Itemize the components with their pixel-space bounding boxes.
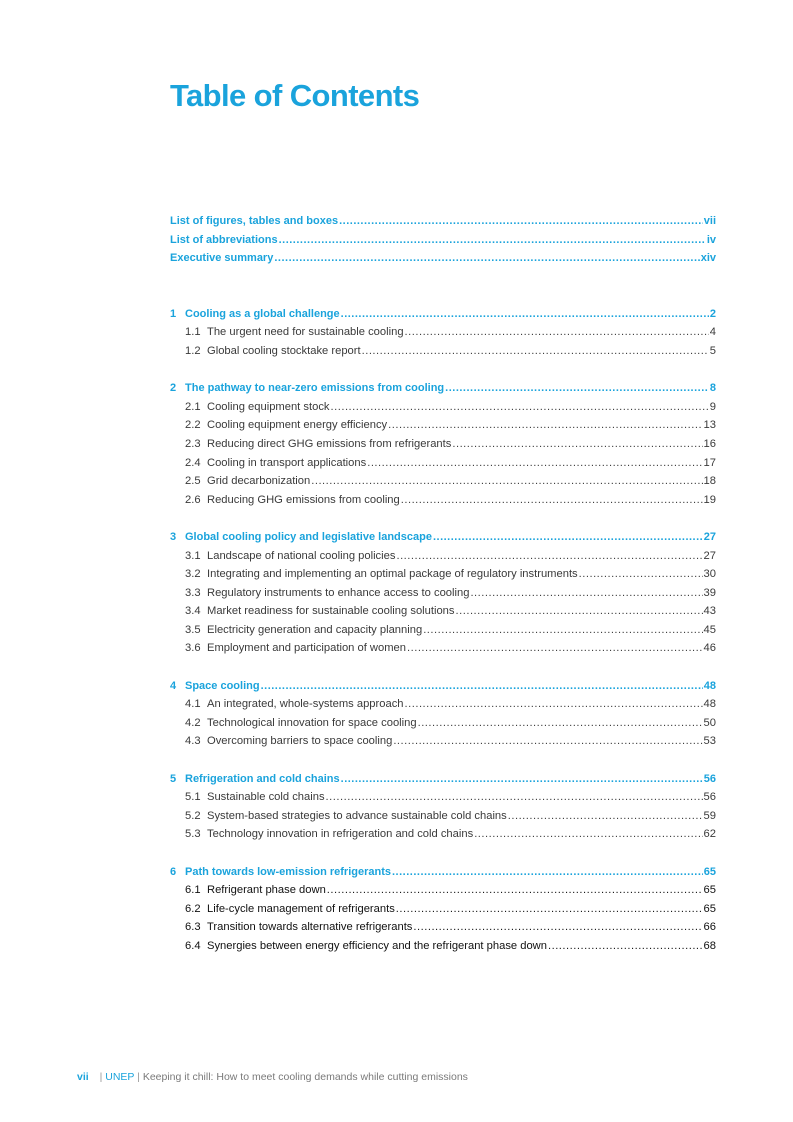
toc-page-number: 59	[703, 809, 716, 822]
dot-leader	[423, 621, 702, 640]
toc-number: 5.3	[185, 828, 201, 841]
dot-leader	[452, 435, 702, 454]
toc-page-number: 45	[703, 623, 716, 636]
toc-number: 4	[170, 679, 177, 692]
chapter-entry[interactable]	[170, 379, 716, 398]
toc-label: Global cooling stocktake report	[207, 344, 361, 357]
dot-leader	[392, 863, 703, 882]
section-entry[interactable]	[170, 918, 716, 937]
section-entry[interactable]	[170, 547, 716, 566]
section-entry[interactable]	[170, 695, 716, 714]
page-footer	[77, 1071, 468, 1083]
section-entry[interactable]	[170, 416, 716, 435]
toc-number: 5.2	[185, 809, 201, 822]
toc-page-number: 8	[709, 382, 716, 395]
dot-leader	[274, 249, 699, 268]
dot-leader	[396, 547, 702, 566]
dot-leader	[367, 454, 702, 473]
toc-page-number: 17	[703, 456, 716, 469]
toc-label: The pathway to near-zero emissions from cooling	[185, 382, 445, 395]
toc-number: 3.1	[185, 549, 201, 562]
toc-page-number: 65	[703, 884, 716, 897]
dot-leader	[311, 472, 702, 491]
section-entry[interactable]	[170, 472, 716, 491]
section-entry[interactable]	[170, 342, 716, 361]
toc-label: Refrigerant phase down	[207, 884, 326, 897]
toc-label: Cooling equipment stock	[207, 400, 330, 413]
toc-page-number: vii	[703, 215, 716, 227]
footer-separator: |	[99, 1071, 103, 1083]
toc-page-number: 56	[703, 772, 716, 785]
toc-page-number: 46	[703, 642, 716, 655]
toc-label: Global cooling policy and legislative landscape	[185, 530, 432, 543]
toc-page-number: 39	[703, 586, 716, 599]
toc-page-number: 56	[703, 791, 716, 804]
toc-page-number: 48	[703, 698, 716, 711]
toc-number: 2	[170, 382, 177, 395]
toc-number: 4.1	[185, 698, 201, 711]
dot-leader	[362, 342, 709, 361]
toc-number: 6.4	[185, 939, 201, 952]
footer-page-number: vii	[77, 1071, 89, 1083]
dot-leader	[396, 900, 703, 919]
toc-label: The urgent need for sustainable cooling	[207, 326, 404, 339]
toc-label: Transition towards alternative refrigerants	[207, 921, 413, 934]
toc-label: Electricity generation and capacity planning	[207, 623, 423, 636]
toc-page-number: 27	[703, 549, 716, 562]
toc-spacer	[170, 844, 716, 863]
dot-leader	[579, 565, 703, 584]
toc-number: 4.3	[185, 735, 201, 748]
dot-leader	[474, 825, 702, 844]
toc-number: 3	[170, 530, 177, 543]
footer-separator: |	[137, 1071, 140, 1083]
dot-leader	[405, 323, 709, 342]
toc-label: Executive summary	[170, 252, 274, 265]
toc-number: 2.5	[185, 475, 201, 488]
dot-leader	[326, 788, 703, 807]
section-entry[interactable]	[170, 639, 716, 658]
footer-org: UNEP	[105, 1071, 135, 1083]
section-entry[interactable]	[170, 565, 716, 584]
toc-page-number: iv	[706, 233, 716, 246]
toc-spacer	[170, 268, 716, 305]
toc-page-number: 65	[703, 865, 716, 878]
toc-number: 3.6	[185, 642, 201, 655]
toc-label: Cooling equipment energy efficiency	[207, 419, 388, 432]
toc-page-number: 9	[709, 400, 716, 413]
toc-page-number: 53	[703, 735, 716, 748]
toc-page-number: 13	[703, 419, 716, 432]
section-entry[interactable]	[170, 584, 716, 603]
toc-page-number: 30	[703, 568, 716, 581]
toc-number: 1.2	[185, 344, 201, 357]
toc-number: 1.1	[185, 326, 201, 339]
dot-leader	[508, 807, 703, 826]
toc-label: Regulatory instruments to enhance access to cooling	[207, 586, 470, 599]
dot-leader	[331, 398, 709, 417]
toc-page-number: 62	[703, 828, 716, 841]
section-entry[interactable]	[170, 435, 716, 454]
dot-leader	[407, 639, 703, 658]
toc-spacer	[170, 658, 716, 677]
dot-leader	[470, 584, 702, 603]
dot-leader	[418, 714, 703, 733]
toc-page-number: 5	[709, 344, 716, 357]
toc-label: List of figures, tables and boxes	[170, 215, 339, 227]
toc-page-number: 4	[709, 326, 716, 339]
toc-page-number: 16	[703, 437, 716, 450]
section-entry[interactable]	[170, 881, 716, 900]
dot-leader	[433, 528, 703, 547]
toc-label: System-based strategies to advance sustainable cold chains	[207, 809, 507, 822]
toc-number: 2.1	[185, 400, 201, 413]
section-entry[interactable]	[170, 807, 716, 826]
section-entry[interactable]	[170, 602, 716, 621]
toc-number: 2.2	[185, 419, 201, 432]
section-entry[interactable]	[170, 491, 716, 510]
toc-number: 5.1	[185, 791, 201, 804]
dot-leader	[341, 770, 703, 789]
toc-page-number: 50	[703, 716, 716, 729]
dot-leader	[456, 602, 703, 621]
chapter-entry[interactable]	[170, 677, 716, 696]
section-entry[interactable]	[170, 398, 716, 417]
toc-number: 2.6	[185, 493, 201, 506]
toc-label: Refrigeration and cold chains	[185, 772, 340, 785]
section-entry[interactable]	[170, 323, 716, 342]
dot-leader	[401, 491, 703, 510]
toc-label: Technological innovation for space cooling	[207, 716, 417, 729]
toc-number: 5	[170, 772, 177, 785]
dot-leader	[548, 937, 703, 956]
toc-label: An integrated, whole-systems approach	[207, 698, 404, 711]
chapter-entry[interactable]	[170, 863, 716, 882]
toc-label: Sustainable cold chains	[207, 791, 325, 804]
chapter-entry[interactable]	[170, 305, 716, 324]
toc-number: 3.5	[185, 623, 201, 636]
toc-label: Grid decarbonization	[207, 475, 311, 488]
toc-label: Technology innovation in refrigeration and cold chains	[207, 828, 474, 841]
toc-page-number: 19	[703, 493, 716, 506]
toc-label: Employment and participation of women	[207, 642, 406, 655]
dot-leader	[393, 732, 702, 751]
footer-doc-title: Keeping it chill: How to meet cooling demands while cutting emissions	[142, 1071, 468, 1083]
toc-label: Landscape of national cooling policies	[207, 549, 396, 562]
section-entry[interactable]	[170, 937, 716, 956]
toc-spacer	[170, 751, 716, 770]
toc-number: 2.3	[185, 437, 201, 450]
toc-page-number: 65	[703, 902, 716, 915]
section-entry[interactable]	[170, 788, 716, 807]
toc-label: Reducing direct GHG emissions from refrigerants	[207, 437, 452, 450]
section-entry[interactable]	[170, 825, 716, 844]
toc-number: 3.3	[185, 586, 201, 599]
toc-label: Cooling in transport applications	[207, 456, 367, 469]
chapter-entry[interactable]	[170, 770, 716, 789]
toc-label: Path towards low-emission refrigerants	[185, 865, 391, 878]
toc-page-number: 68	[703, 939, 716, 952]
toc-label: Life-cycle management of refrigerants	[207, 902, 395, 915]
toc-number: 6	[170, 865, 177, 878]
front-matter-entry[interactable]	[170, 231, 716, 250]
table-of-contents	[170, 212, 716, 956]
dot-leader	[327, 881, 703, 900]
toc-label: Integrating and implementing an optimal package of regulatory instruments	[207, 568, 578, 581]
toc-number: 1	[170, 307, 177, 320]
toc-label: Overcoming barriers to space cooling	[207, 735, 393, 748]
toc-page-number: 27	[703, 530, 716, 543]
toc-label: Synergies between energy efficiency and the refrigerant phase down	[207, 939, 547, 952]
toc-number: 3.4	[185, 605, 201, 618]
section-entry[interactable]	[170, 621, 716, 640]
dot-leader	[279, 231, 706, 250]
dot-leader	[413, 918, 702, 937]
section-entry[interactable]	[170, 714, 716, 733]
toc-label: Cooling as a global challenge	[185, 307, 340, 320]
section-entry[interactable]	[170, 900, 716, 919]
toc-label: Reducing GHG emissions from cooling	[207, 493, 400, 506]
toc-number: 4.2	[185, 716, 201, 729]
toc-page-number: 66	[703, 921, 716, 934]
chapter-entry[interactable]	[170, 528, 716, 547]
toc-label: List of abbreviations	[170, 233, 278, 246]
dot-leader	[445, 379, 709, 398]
toc-page-number: xiv	[700, 252, 716, 265]
dot-leader	[388, 416, 702, 435]
section-entry[interactable]	[170, 454, 716, 473]
front-matter-entry[interactable]	[170, 249, 716, 268]
front-matter-entry[interactable]	[170, 212, 716, 231]
toc-page-number: 18	[703, 475, 716, 488]
dot-leader	[341, 305, 709, 324]
toc-number: 6.2	[185, 902, 201, 915]
dot-leader	[405, 695, 703, 714]
toc-number: 6.1	[185, 884, 201, 897]
toc-number: 3.2	[185, 568, 201, 581]
dot-leader	[339, 212, 703, 231]
toc-number: 6.3	[185, 921, 201, 934]
section-entry[interactable]	[170, 732, 716, 751]
page-title: Table of Contents	[170, 78, 420, 113]
toc-label: Market readiness for sustainable cooling solutions	[207, 605, 455, 618]
toc-page-number: 2	[709, 307, 716, 320]
toc-page-number: 43	[703, 605, 716, 618]
toc-spacer	[170, 509, 716, 528]
toc-spacer	[170, 361, 716, 380]
toc-number: 2.4	[185, 456, 201, 469]
dot-leader	[261, 677, 703, 696]
toc-page-number: 48	[703, 679, 716, 692]
toc-label: Space cooling	[185, 679, 260, 692]
